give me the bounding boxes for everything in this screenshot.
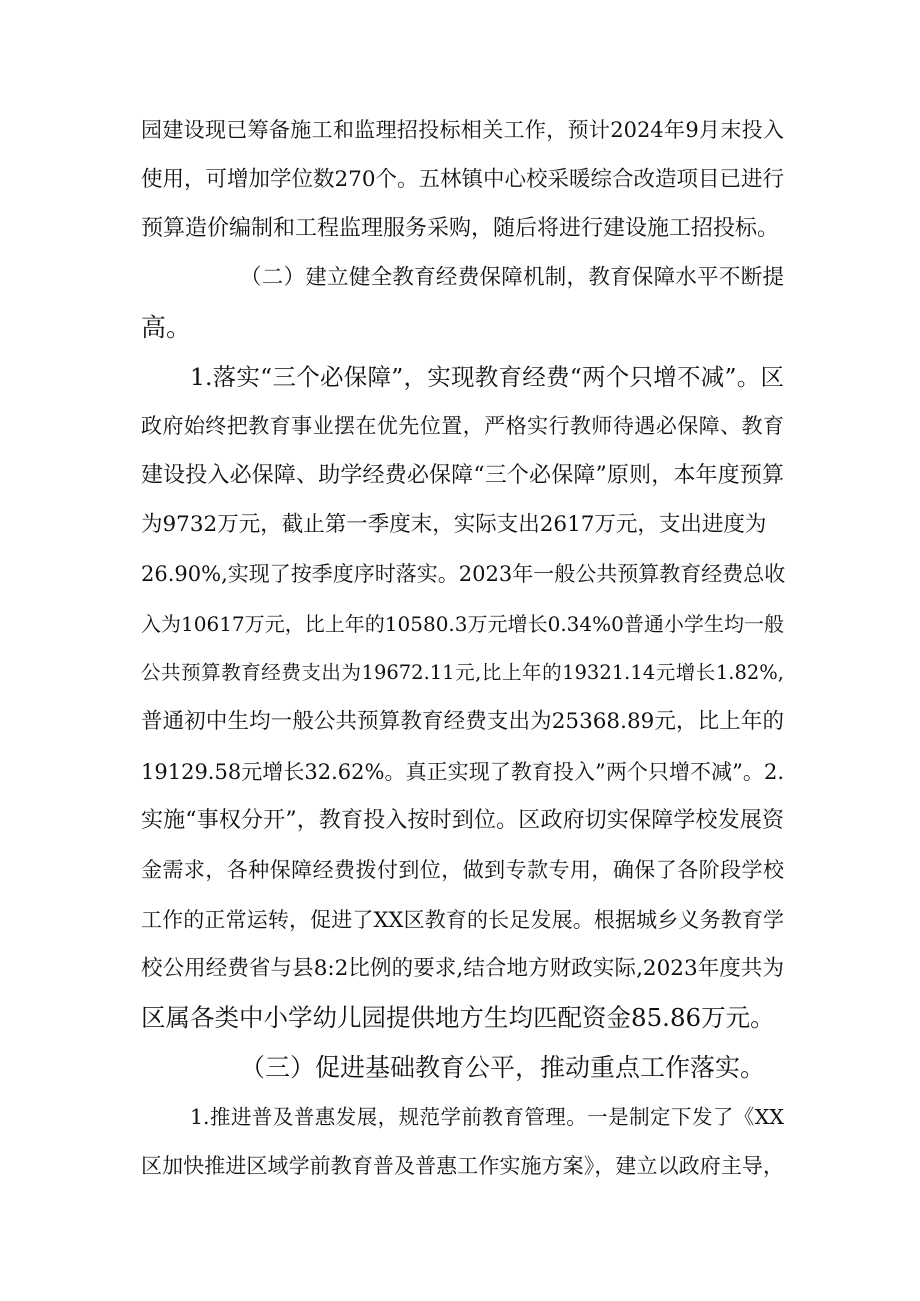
text-line: 26.90%,实现了按季度序时落实。2023年一般公共预算教育经费总收 <box>141 562 786 586</box>
text-line: 1.落实“三个必保障”，实现教育经费“两个只增不减”。区 <box>190 363 784 391</box>
section-heading: （三）促进基础教育公平，推动重点工作落实。 <box>240 1053 766 1082</box>
text-line: 工作的正常运转，促进了XX区教育的长足发展。根据城乡义务教育学 <box>141 908 784 932</box>
text-line: 园建设现已筹备施工和监理招投标相关工作，预计2024年9月末投入 <box>141 118 784 142</box>
text-line: 校公用经费省与县8:2比例的要求,结合地方财政实际,2023年度共为 <box>141 956 784 981</box>
text-line: 19129.58元增长32.62%。真正实现了教育投入”两个只增不减”。2. <box>141 760 784 784</box>
text-line: 公共预算教育经费支出为19672.11元,比上年的19321.14元增长1.82%, <box>141 661 784 684</box>
text-line: 1.推进普及普惠发展，规范学前教育管理。一是制定下发了《XX <box>190 1105 784 1129</box>
text-line: 政府始终把教育事业摆在优先位置，严格实行教师待遇必保障、教育 <box>141 414 784 438</box>
text-line: 普通初中生均一般公共预算教育经费支出为25368.89元，比上年的 <box>141 709 784 734</box>
text-line: 为9732万元，截止第一季度末，实际支出2617万元，支出进度为 <box>141 512 767 537</box>
text-line: 区属各类中小学幼儿园提供地方生均匹配资金85.86万元。 <box>141 1003 775 1032</box>
text-line: 区加快推进区域学前教育普及普惠工作实施方案》，建立以政府主导， <box>141 1154 784 1178</box>
text-line: 建设投入必保障、助学经费必保障“三个必保障”原则，本年度预算 <box>141 463 784 488</box>
text-line: 使用，可增加学位数270个。五林镇中心校采暖综合改造项目已进行 <box>141 167 785 192</box>
text-line: 实施“事权分开”，教育投入按时到位。区政府切实保障学校发展资 <box>141 808 784 833</box>
text-line: 入为10617万元，比上年的10580.3万元增长0.34%0普通小学生均一般 <box>141 612 784 636</box>
section-heading: （二）建立健全教育经费保障机制，教育保障水平不断提 <box>240 265 784 290</box>
text-line: 金需求，各种保障经费拨付到位，做到专款专用，确保了各阶段学校 <box>141 858 784 882</box>
section-heading-cont: 高。 <box>141 313 192 342</box>
text-line: 预算造价编制和工程监理服务采购，随后将进行建设施工招投标。 <box>141 216 780 241</box>
